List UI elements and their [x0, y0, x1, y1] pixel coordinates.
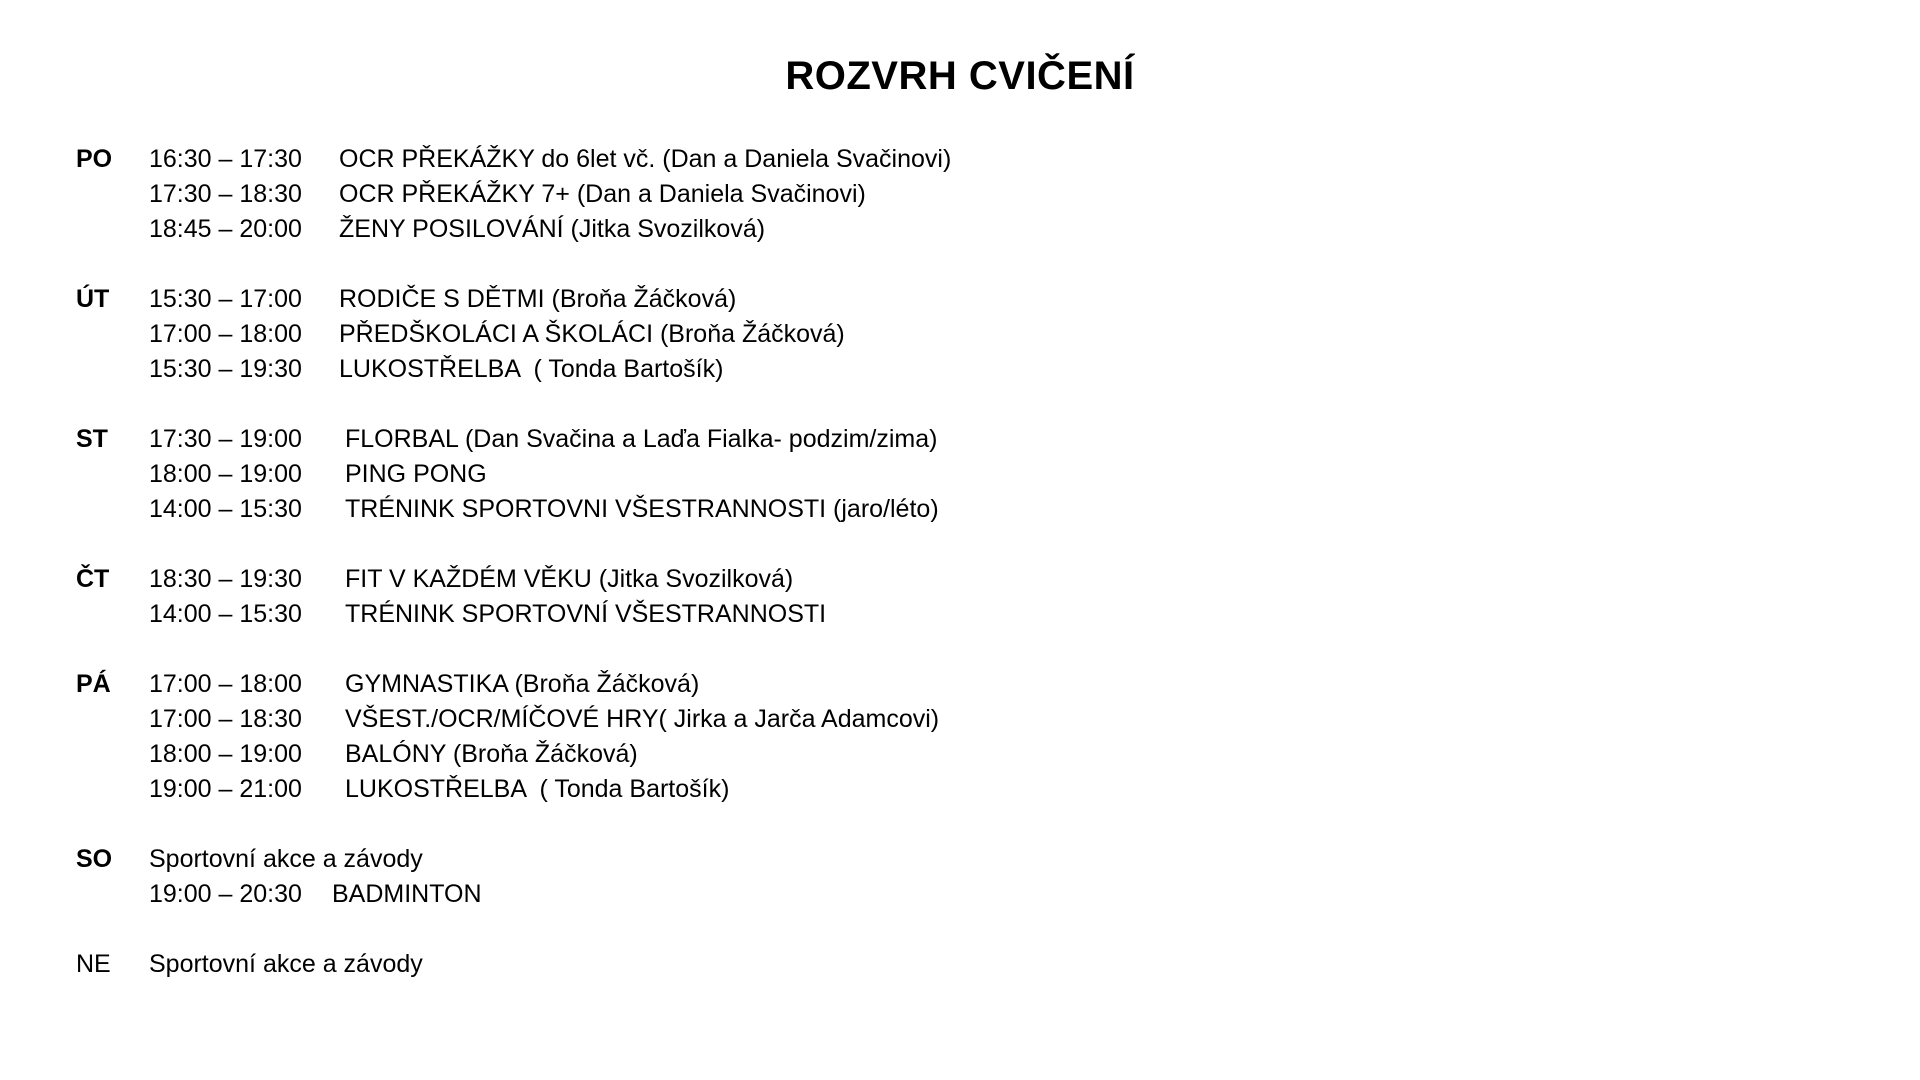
- schedule-row: [149, 562, 1576, 597]
- activity-name: FIT V KAŽDÉM VĚKU (Jitka Svozilková): [345, 565, 794, 593]
- time-range: 17:00 – 18:00: [149, 670, 302, 698]
- activity-name: VŠEST./OCR/MÍČOVÉ HRY( Jirka a Jarča Adamcovi): [345, 705, 940, 733]
- day-note: Sportovní akce a závody: [149, 845, 423, 873]
- day-label-po: PO: [76, 145, 113, 173]
- activity-name: ŽENY POSILOVÁNÍ (Jitka Svozilková): [339, 215, 766, 243]
- schedule-row: [149, 282, 1576, 317]
- time-range: 15:30 – 17:00: [149, 285, 302, 313]
- activity-name: GYMNASTIKA (Broňa Žáčková): [345, 670, 700, 698]
- time-range: 19:00 – 20:30: [149, 880, 302, 908]
- schedule-row: [149, 317, 1576, 352]
- time-range: 14:00 – 15:30: [149, 600, 302, 628]
- time-range: 17:30 – 18:30: [149, 180, 302, 208]
- day-pa: [76, 667, 1576, 807]
- schedule-row: [149, 457, 1576, 492]
- schedule-row: [149, 177, 1576, 212]
- day-label-so: SO: [76, 845, 113, 873]
- schedule-row: [149, 737, 1576, 772]
- time-range: 18:00 – 19:00: [149, 460, 302, 488]
- time-range: 15:30 – 19:30: [149, 355, 302, 383]
- schedule: [76, 142, 1576, 1017]
- time-range: 16:30 – 17:30: [149, 145, 302, 173]
- schedule-row: [149, 667, 1576, 702]
- activity-name: FLORBAL (Dan Svačina a Laďa Fialka- podzim/zima): [345, 425, 938, 453]
- activity-name: OCR PŘEKÁŽKY 7+ (Dan a Daniela Svačinovi): [339, 180, 866, 208]
- day-label-ct: ČT: [76, 565, 110, 593]
- day-label-pa: PÁ: [76, 670, 111, 698]
- time-range: 17:00 – 18:00: [149, 320, 302, 348]
- day-ct: [76, 562, 1576, 632]
- schedule-row: [149, 212, 1576, 247]
- schedule-row: [149, 702, 1576, 737]
- day-so: [76, 842, 1576, 912]
- time-range: 18:00 – 19:00: [149, 740, 302, 768]
- time-range: 19:00 – 21:00: [149, 775, 302, 803]
- activity-name: TRÉNINK SPORTOVNI VŠESTRANNOSTI (jaro/léto): [345, 495, 939, 523]
- day-ne: [76, 947, 1576, 982]
- page-title: ROZVRH CVIČENÍ: [785, 54, 1135, 98]
- day-po: [76, 142, 1576, 247]
- day-label-st: ST: [76, 425, 108, 453]
- activity-name: LUKOSTŘELBA ( Tonda Bartošík): [339, 355, 724, 383]
- activity-name: BALÓNY (Broňa Žáčková): [345, 740, 638, 768]
- time-range: 17:30 – 19:00: [149, 425, 302, 453]
- activity-name: BADMINTON: [332, 880, 482, 908]
- activity-name: PING PONG: [345, 460, 487, 488]
- schedule-row: [149, 352, 1576, 387]
- day-ut: [76, 282, 1576, 387]
- day-st: [76, 422, 1576, 527]
- time-range: 17:00 – 18:30: [149, 705, 302, 733]
- day-label-ut: ÚT: [76, 285, 110, 313]
- activity-name: OCR PŘEKÁŽKY do 6let vč. (Dan a Daniela Svačinovi): [339, 145, 952, 173]
- schedule-row: [149, 422, 1576, 457]
- day-note: Sportovní akce a závody: [149, 950, 423, 978]
- schedule-row: [149, 142, 1576, 177]
- schedule-row: [149, 597, 1576, 632]
- activity-name: TRÉNINK SPORTOVNÍ VŠESTRANNOSTI: [345, 600, 827, 628]
- activity-name: RODIČE S DĚTMI (Broňa Žáčková): [339, 285, 737, 313]
- time-range: 14:00 – 15:30: [149, 495, 302, 523]
- time-range: 18:30 – 19:30: [149, 565, 302, 593]
- day-label-ne: NE: [76, 950, 111, 978]
- schedule-row: [149, 492, 1576, 527]
- schedule-row: [149, 772, 1576, 807]
- schedule-row: [149, 877, 1576, 912]
- activity-name: LUKOSTŘELBA ( Tonda Bartošík): [345, 775, 730, 803]
- activity-name: PŘEDŠKOLÁCI A ŠKOLÁCI (Broňa Žáčková): [339, 320, 845, 348]
- time-range: 18:45 – 20:00: [149, 215, 302, 243]
